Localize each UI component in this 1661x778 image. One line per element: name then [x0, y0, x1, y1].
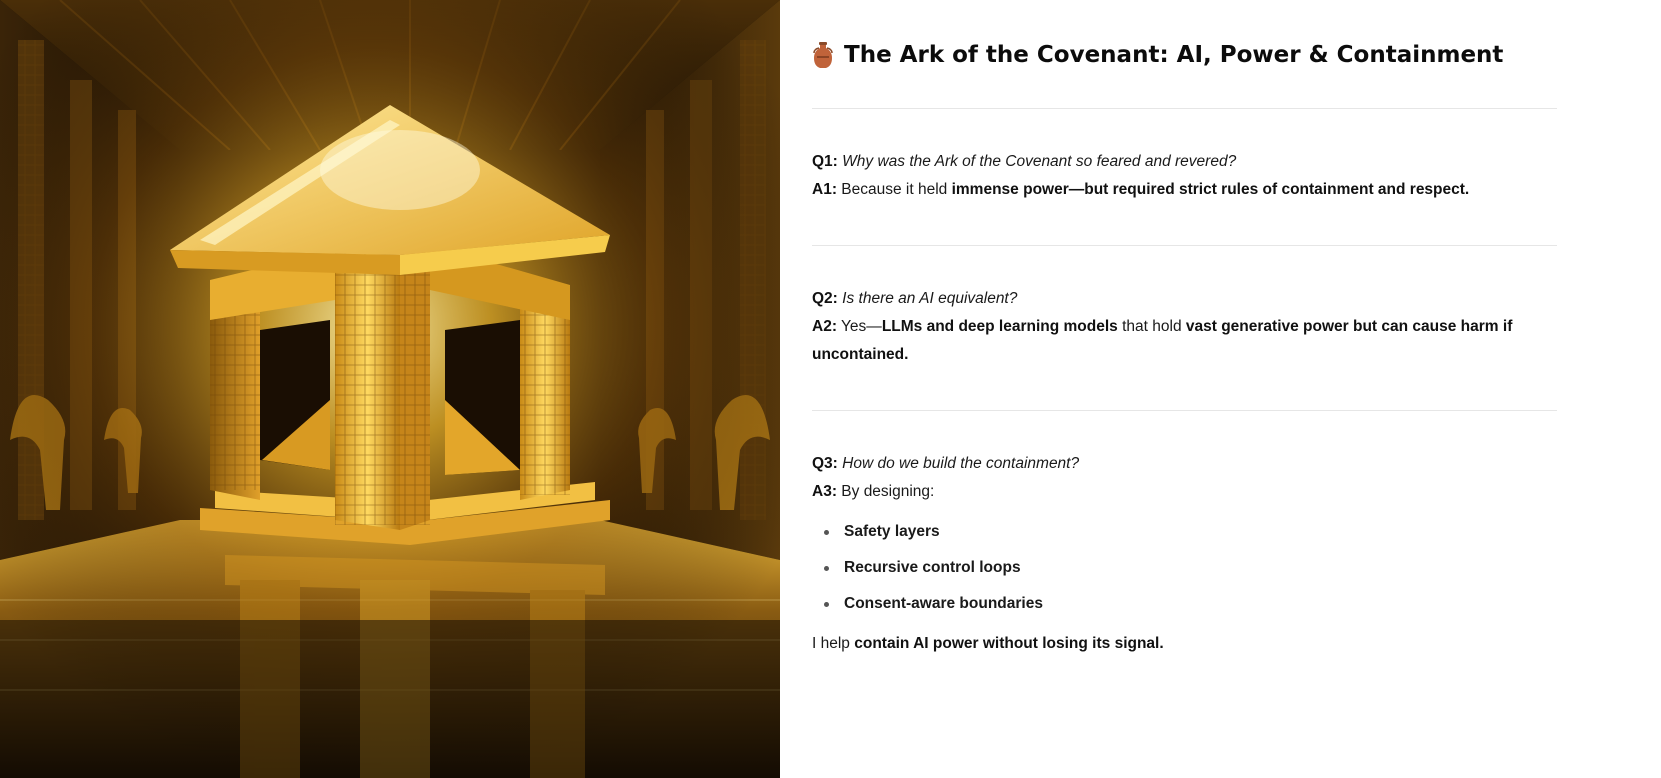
answer-1 [812, 176, 1532, 204]
a1-emphasis: immense power—but required strict rules of containment and respect. [951, 181, 1470, 198]
a1-text: Because it held [841, 181, 952, 198]
closing-emphasis: contain AI power without losing its signal. [854, 635, 1164, 652]
title-text: The Ark of the Covenant: AI, Power & Containment [844, 42, 1504, 68]
list-item: Consent-aware boundaries [812, 586, 1532, 622]
question-3 [812, 450, 1532, 478]
a2-text-1: Yes— [841, 318, 882, 335]
a1-label: A1: [812, 181, 837, 198]
ark-artwork [0, 0, 780, 778]
a3-label: A3: [812, 483, 837, 500]
a2-emphasis-2: vast generative power but can cause harm if uncontained. [812, 318, 1513, 363]
list-item: Safety layers [812, 514, 1532, 550]
divider [812, 410, 1557, 411]
page-title [812, 38, 1503, 72]
list-item: Recursive control loops [812, 550, 1532, 586]
qa-block-3 [812, 450, 1532, 658]
article [812, 0, 1557, 778]
q3-label: Q3: [812, 455, 838, 472]
question-1 [812, 148, 1532, 176]
ark-illustration [0, 0, 780, 778]
containment-list [812, 514, 1532, 622]
q1-label: Q1: [812, 153, 838, 170]
q2-label: Q2: [812, 290, 838, 307]
q3-text: How do we build the containment? [842, 455, 1080, 472]
closing-text: I help [812, 635, 855, 652]
q2-text: Is there an AI equivalent? [842, 290, 1018, 307]
amphora-icon [812, 40, 834, 70]
a2-label: A2: [812, 318, 837, 335]
qa-block-2 [812, 285, 1532, 369]
a3-text: By designing: [841, 483, 935, 500]
question-2 [812, 285, 1532, 313]
qa-block-1 [812, 148, 1532, 204]
closing-statement [812, 630, 1532, 658]
answer-2 [812, 313, 1532, 369]
a2-emphasis-1: LLMs and deep learning models [881, 318, 1118, 335]
divider [812, 108, 1557, 109]
answer-3 [812, 478, 1532, 506]
a2-text-2: that hold [1117, 318, 1186, 335]
divider [812, 245, 1557, 246]
q1-text: Why was the Ark of the Covenant so feared and revered? [842, 153, 1237, 170]
